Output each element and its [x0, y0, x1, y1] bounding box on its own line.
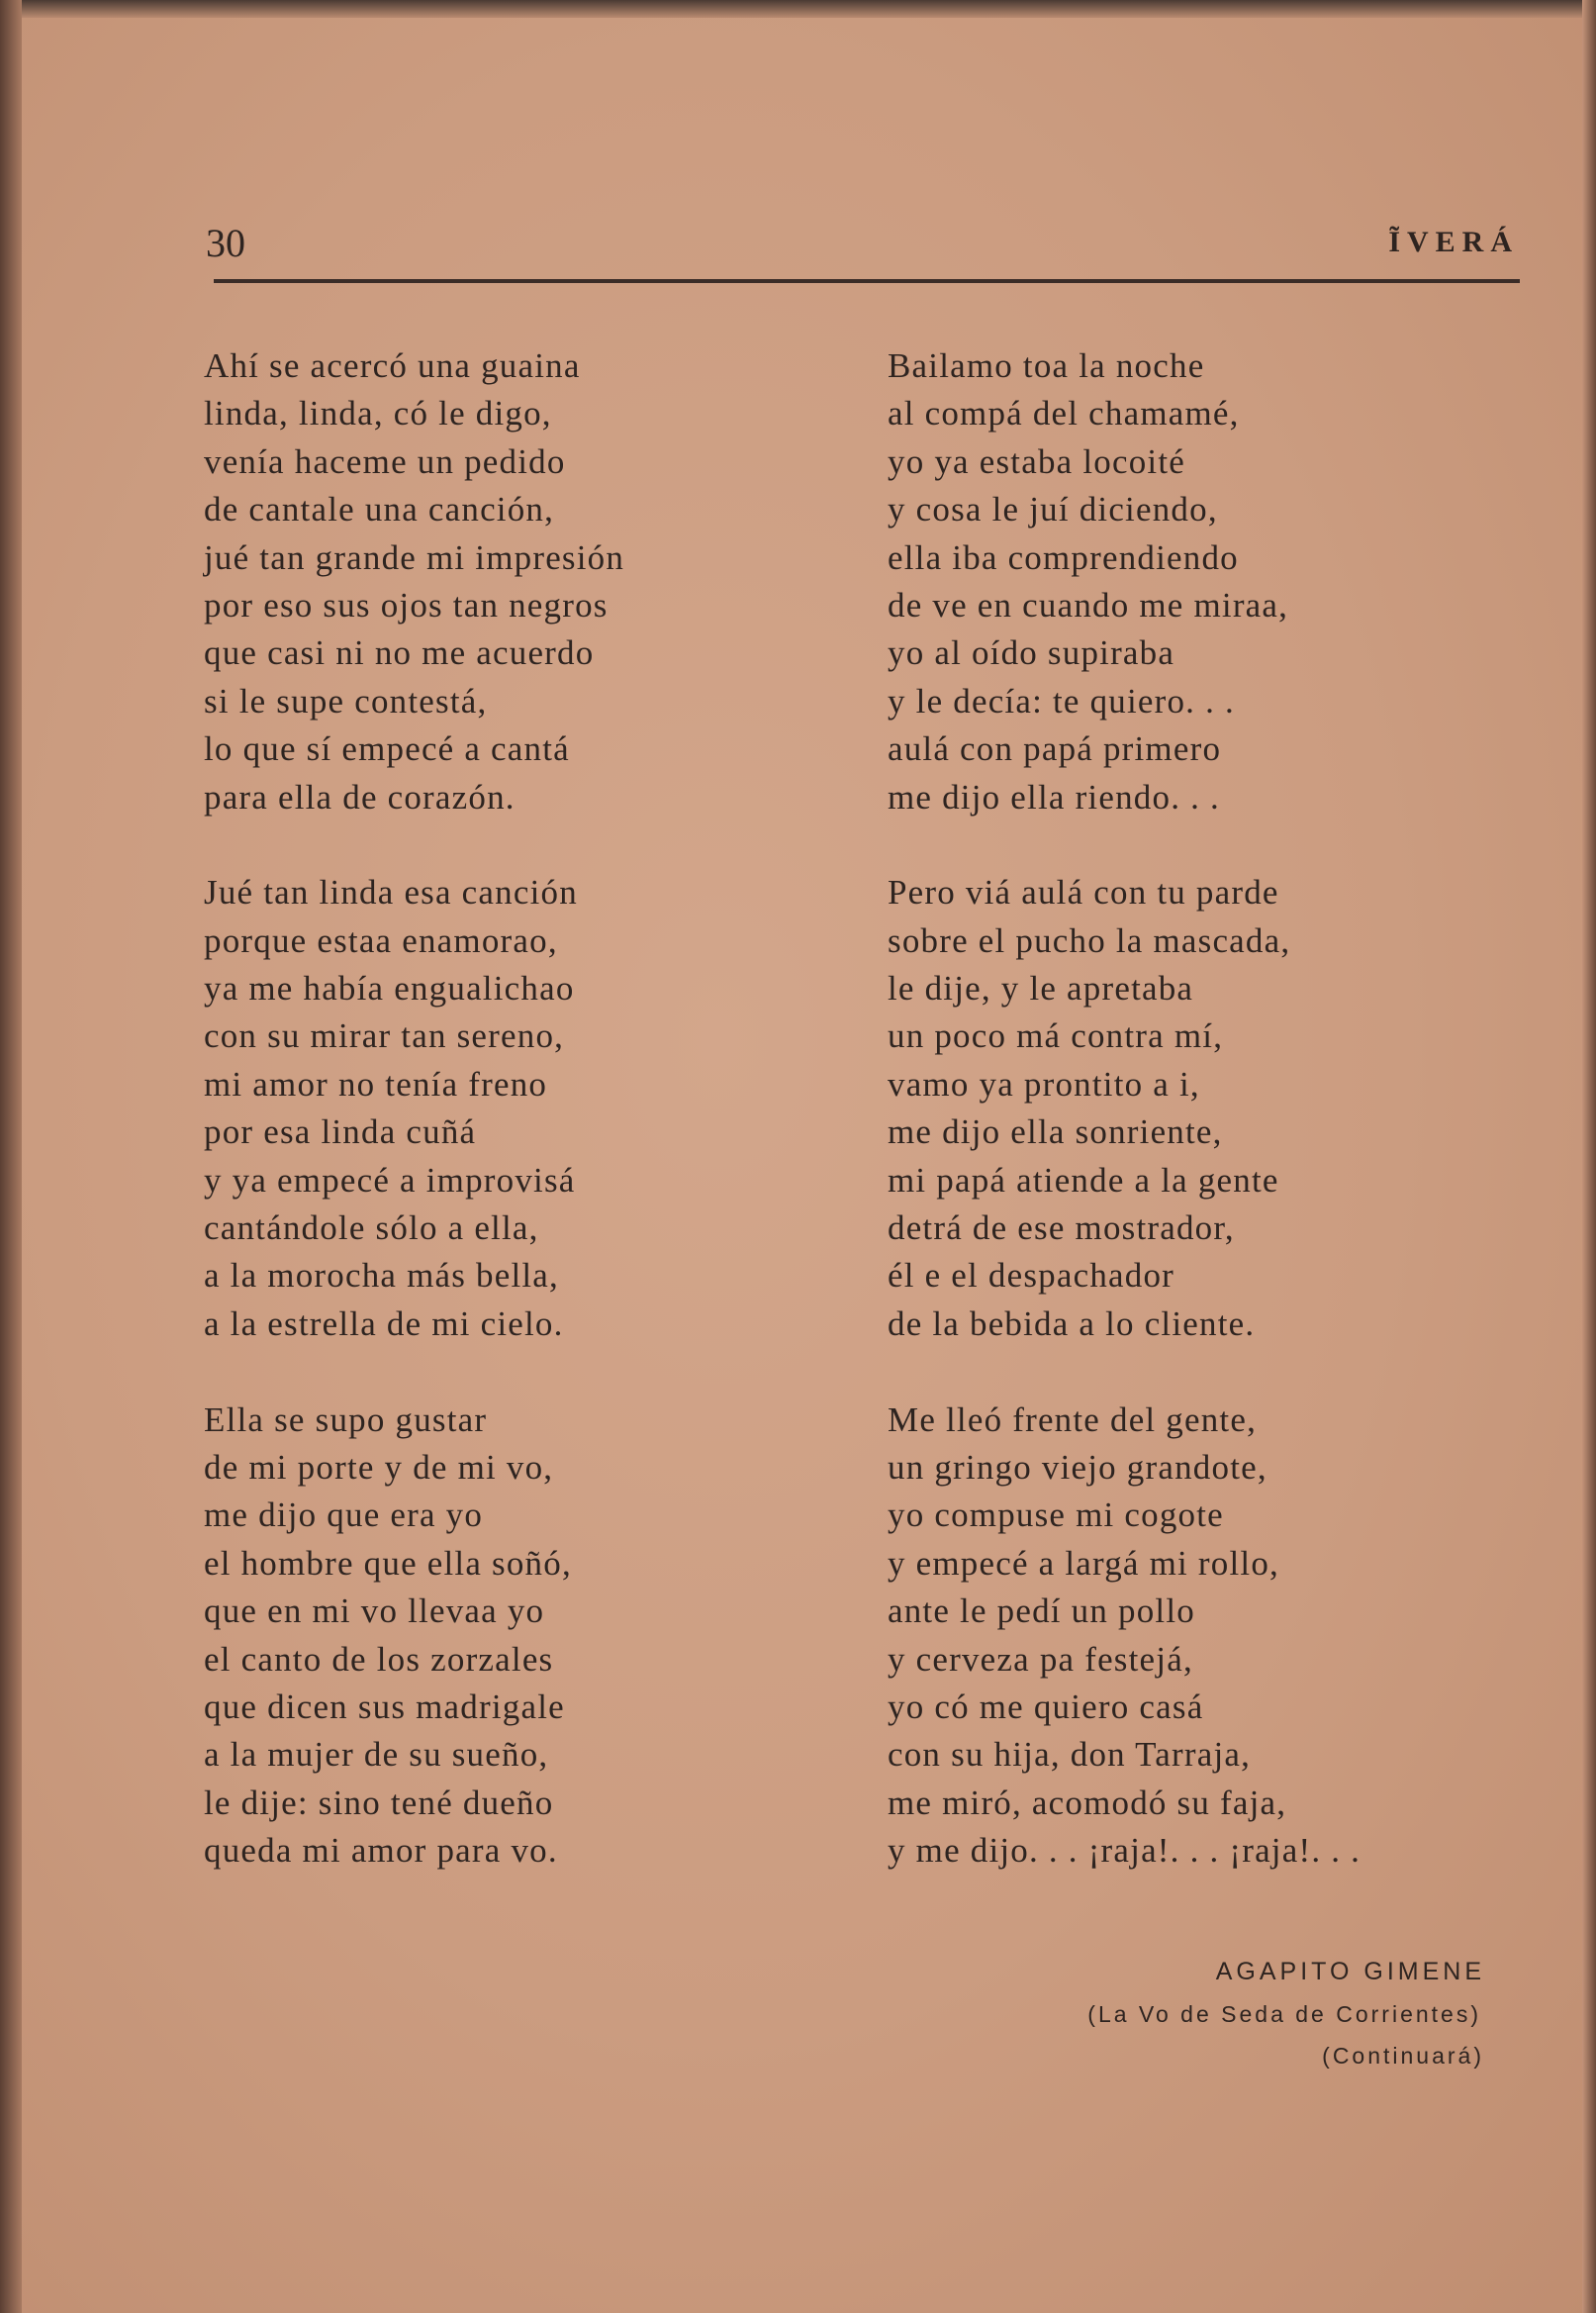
right-column [888, 342, 1361, 1876]
verse-line: si le supe contestá, [204, 681, 488, 721]
author-subtitle: (La Vo de Seda de Corrientes) [1087, 2001, 1481, 2027]
verse-line: yo al oído supiraba [888, 633, 1175, 673]
verse-line: queda mi amor para vo. [204, 1831, 558, 1871]
stanza-break [888, 821, 1361, 869]
verse-line: me dijo que era yo [204, 1495, 484, 1535]
verse-line: vamo ya prontito a i, [888, 1064, 1200, 1104]
verse-line: de ve en cuando me miraa, [888, 585, 1289, 625]
verse-line: con su hija, don Tarraja, [888, 1735, 1252, 1775]
verse-line: le dije, y le apretaba [888, 969, 1194, 1009]
verse-line: ya me había engualichao [204, 969, 575, 1009]
verse-line: me miró, acomodó su faja, [888, 1783, 1287, 1822]
page-edge-left [0, 0, 22, 2313]
verse-line: de mi porte y de mi vo, [204, 1447, 554, 1487]
verse-line: yo ya estaba locoité [888, 441, 1185, 481]
verse-line: mi amor no tenía freno [204, 1064, 548, 1104]
running-title: ĨVERÁ [1388, 226, 1519, 258]
verse-line: jué tan grande mi impresión [204, 537, 625, 577]
page-edge-right [1582, 0, 1596, 2313]
verse-line: un poco má contra mí, [888, 1016, 1224, 1056]
left-column [204, 342, 624, 1876]
verse-line: y cosa le juí diciendo, [888, 490, 1218, 530]
verse-line: Pero viá aulá con tu parde [888, 873, 1279, 913]
verse-line: Ahí se acercó una guaina [204, 346, 581, 385]
verse-line: de la bebida a lo cliente. [888, 1303, 1256, 1343]
verse-line: a la mujer de su sueño, [204, 1735, 549, 1775]
stanza-break [204, 1348, 624, 1396]
verse-line: sobre el pucho la mascada, [888, 920, 1291, 960]
verse-line: me dijo ella riendo. . . [888, 777, 1220, 817]
verse-line: y cerveza pa festejá, [888, 1639, 1193, 1679]
verse-line: que en mi vo llevaa yo [204, 1591, 545, 1631]
verse-line: el canto de los zorzales [204, 1639, 554, 1679]
verse-line: a la estrella de mi cielo. [204, 1303, 564, 1343]
verse-line: y me dijo. . . ¡raja!. . . ¡raja!. . . [888, 1831, 1361, 1871]
verse-line: a la morocha más bella, [204, 1256, 559, 1296]
verse-line: de cantale una canción, [204, 490, 555, 530]
verse-line: aulá con papá primero [888, 729, 1222, 769]
verse-line: yo có me quiero casá [888, 1687, 1204, 1726]
stanza-break [204, 821, 624, 869]
verse-line: para ella de corazón. [204, 777, 516, 817]
verse-line: él e el despachador [888, 1256, 1175, 1296]
verse-line: venía haceme un pedido [204, 441, 566, 481]
verse-line: detrá de ese mostrador, [888, 1208, 1235, 1248]
verse-line: Me lleó frente del gente, [888, 1399, 1258, 1439]
verse-line: un gringo viejo grandote, [888, 1447, 1267, 1487]
verse-line: lo que sí empecé a cantá [204, 729, 570, 769]
verse-line: con su mirar tan sereno, [204, 1016, 565, 1056]
author-name: AGAPITO GIMENE [1215, 1958, 1485, 1985]
verse-line: le dije: sino tené dueño [204, 1783, 554, 1822]
verse-line: ante le pedí un pollo [888, 1591, 1195, 1631]
continued-note: (Continuará) [1322, 2043, 1484, 2069]
page-edge-top [0, 0, 1596, 18]
verse-line: Bailamo toa la noche [888, 346, 1205, 385]
verse-line: y ya empecé a improvisá [204, 1160, 576, 1200]
verse-line: por eso sus ojos tan negros [204, 585, 609, 625]
verse-line: Ella se supo gustar [204, 1399, 488, 1439]
verse-line: me dijo ella sonriente, [888, 1112, 1223, 1152]
verse-line: linda, linda, có le digo, [204, 394, 552, 434]
header-rule [214, 279, 1520, 283]
verse-line: que dicen sus madrigale [204, 1687, 565, 1726]
verse-line: al compá del chamamé, [888, 394, 1240, 434]
verse-line: y empecé a largá mi rollo, [888, 1543, 1279, 1583]
verse-line: y le decía: te quiero. . . [888, 681, 1235, 721]
verse-line: por esa linda cuñá [204, 1112, 477, 1152]
verse-line: Jué tan linda esa canción [204, 873, 578, 913]
verse-line: yo compuse mi cogote [888, 1495, 1224, 1535]
verse-line: porque estaa enamorao, [204, 920, 558, 960]
verse-line: que casi ni no me acuerdo [204, 633, 595, 673]
verse-line: ella iba comprendiendo [888, 537, 1239, 577]
verse-line: cantándole sólo a ella, [204, 1208, 539, 1248]
page-number: 30 [206, 221, 245, 265]
stanza-break [888, 1348, 1361, 1396]
verse-line: mi papá atiende a la gente [888, 1160, 1279, 1200]
verse-line: el hombre que ella soñó, [204, 1543, 572, 1583]
